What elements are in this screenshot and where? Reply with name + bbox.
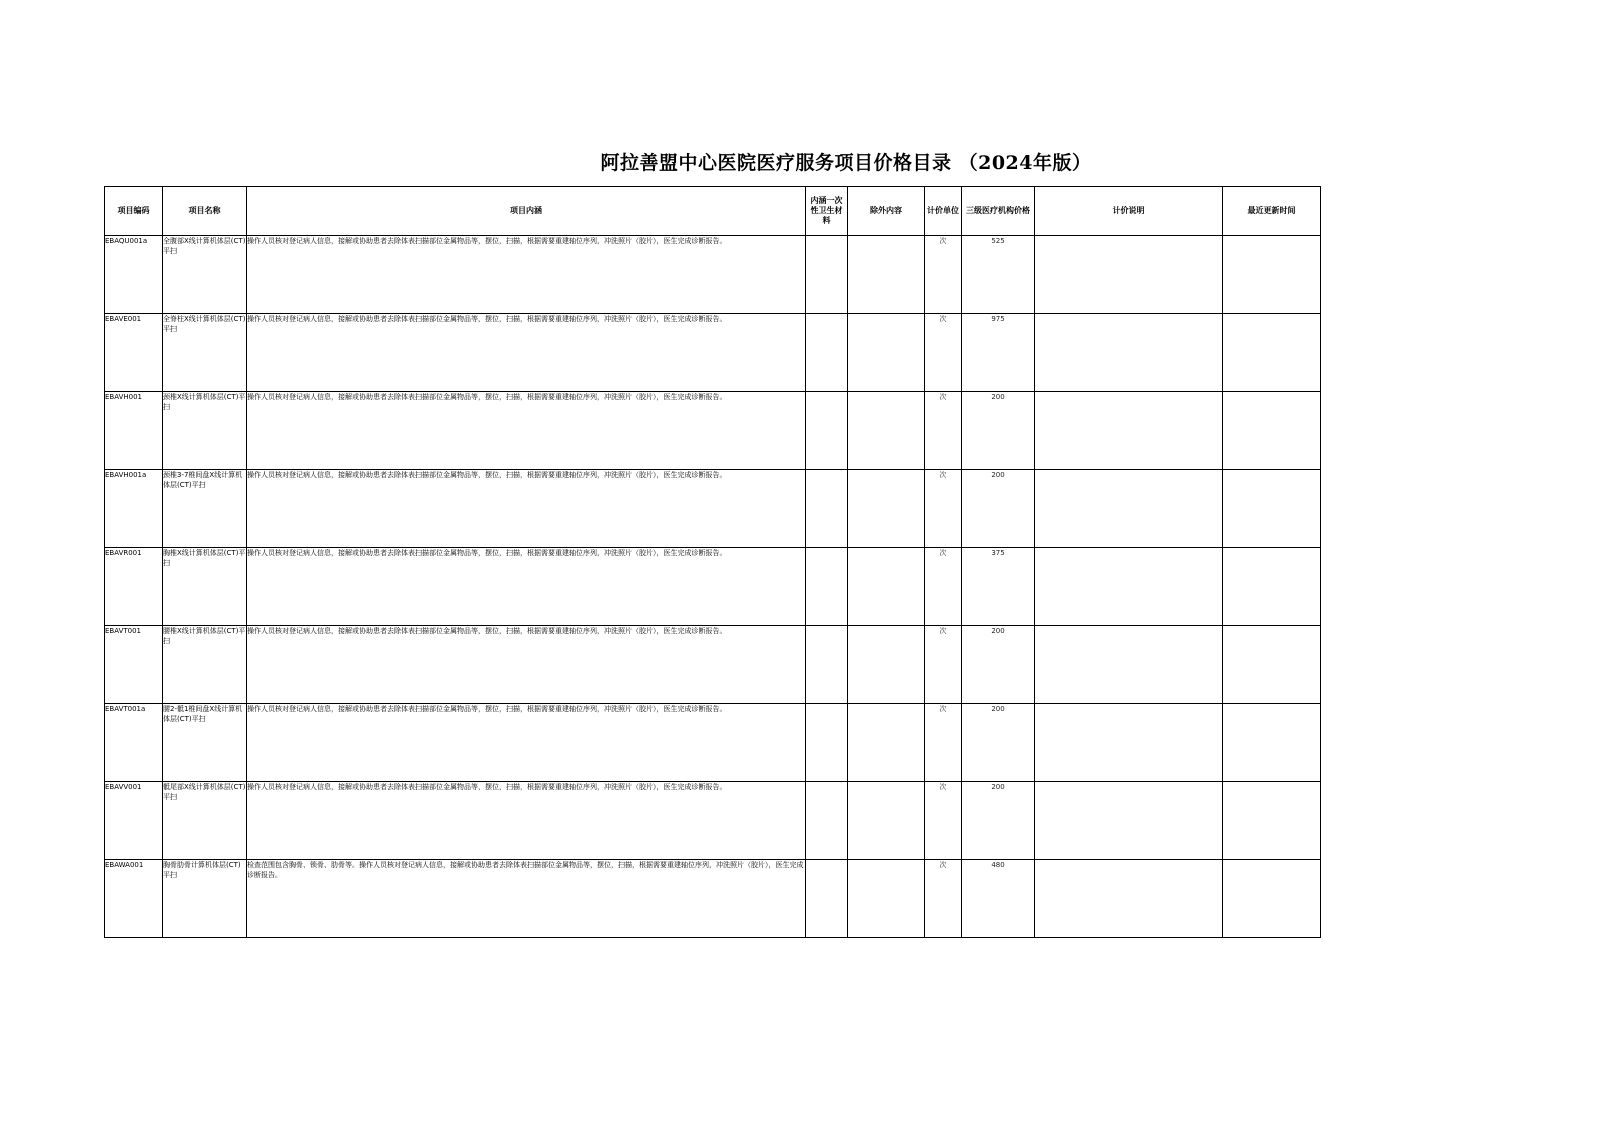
cell-excluded <box>848 392 925 470</box>
cell-unit: 次 <box>925 470 962 548</box>
cell-updated <box>1223 392 1321 470</box>
table-body <box>105 236 1321 938</box>
cell-note <box>1035 470 1223 548</box>
cell-name: 腰椎X线计算机体层(CT)平扫 <box>163 626 247 704</box>
cell-code: EBAVT001a <box>105 704 163 782</box>
cell-excluded <box>848 704 925 782</box>
cell-price: 200 <box>962 392 1035 470</box>
cell-name: 颈椎3-7椎间盘X线计算机体层(CT)平扫 <box>163 470 247 548</box>
cell-excluded <box>848 860 925 938</box>
cell-content: 操作人员核对登记病人信息，接解或协助患者去除体表扫描部位金属物品等，摆位，扫描，根据需要重建轴位序列，冲洗照片（胶片），医生完成诊断报告。 <box>247 236 806 314</box>
cell-updated <box>1223 782 1321 860</box>
cell-note <box>1035 392 1223 470</box>
cell-disposable <box>806 470 848 548</box>
cell-disposable <box>806 314 848 392</box>
cell-price: 975 <box>962 314 1035 392</box>
cell-unit: 次 <box>925 236 962 314</box>
table-row <box>105 704 1321 782</box>
cell-excluded <box>848 236 925 314</box>
header-price: 三级医疗机构价格 <box>962 187 1035 236</box>
cell-note <box>1035 704 1223 782</box>
cell-excluded <box>848 782 925 860</box>
cell-content: 操作人员核对登记病人信息，接解或协助患者去除体表扫描部位金属物品等，摆位，扫描，根据需要重建轴位序列，冲洗照片（胶片），医生完成诊断报告。 <box>247 704 806 782</box>
cell-name: 颈椎X线计算机体层(CT)平扫 <box>163 392 247 470</box>
cell-code: EBAVV001 <box>105 782 163 860</box>
cell-price: 200 <box>962 626 1035 704</box>
cell-excluded <box>848 626 925 704</box>
cell-content: 操作人员核对登记病人信息，接解或协助患者去除体表扫描部位金属物品等，摆位，扫描，根据需要重建轴位序列，冲洗照片（胶片），医生完成诊断报告。 <box>247 548 806 626</box>
cell-updated <box>1223 626 1321 704</box>
cell-note <box>1035 236 1223 314</box>
cell-name: 胸椎X线计算机体层(CT)平扫 <box>163 548 247 626</box>
table-row <box>105 782 1321 860</box>
cell-price: 525 <box>962 236 1035 314</box>
header-unit: 计价单位 <box>925 187 962 236</box>
header-row <box>105 187 1321 236</box>
header-content: 项目内涵 <box>247 187 806 236</box>
cell-updated <box>1223 470 1321 548</box>
cell-price: 480 <box>962 860 1035 938</box>
cell-unit: 次 <box>925 626 962 704</box>
cell-content: 操作人员核对登记病人信息，接解或协助患者去除体表扫描部位金属物品等，摆位，扫描，根据需要重建轴位序列，冲洗照片（胶片），医生完成诊断报告。 <box>247 782 806 860</box>
cell-disposable <box>806 626 848 704</box>
price-table <box>104 186 1321 938</box>
table-row <box>105 392 1321 470</box>
table-row <box>105 470 1321 548</box>
table-row <box>105 860 1321 938</box>
cell-note <box>1035 314 1223 392</box>
table-row <box>105 236 1321 314</box>
cell-updated <box>1223 236 1321 314</box>
header-excluded: 除外内容 <box>848 187 925 236</box>
cell-disposable <box>806 860 848 938</box>
cell-disposable <box>806 704 848 782</box>
cell-content: 操作人员核对登记病人信息，接解或协助患者去除体表扫描部位金属物品等，摆位，扫描，根据需要重建轴位序列，冲洗照片（胶片），医生完成诊断报告。 <box>247 314 806 392</box>
cell-price: 200 <box>962 704 1035 782</box>
cell-disposable <box>806 236 848 314</box>
cell-name: 骶尾部X线计算机体层(CT)平扫 <box>163 782 247 860</box>
cell-unit: 次 <box>925 860 962 938</box>
cell-code: EBAVT001 <box>105 626 163 704</box>
cell-code: EBAWA001 <box>105 860 163 938</box>
table-row <box>105 314 1321 392</box>
cell-content: 操作人员核对登记病人信息，接解或协助患者去除体表扫描部位金属物品等，摆位，扫描，根据需要重建轴位序列，冲洗照片（胶片），医生完成诊断报告。 <box>247 392 806 470</box>
cell-updated <box>1223 548 1321 626</box>
table-row <box>105 548 1321 626</box>
cell-updated <box>1223 860 1321 938</box>
cell-excluded <box>848 470 925 548</box>
cell-unit: 次 <box>925 392 962 470</box>
cell-excluded <box>848 548 925 626</box>
cell-updated <box>1223 314 1321 392</box>
table-row <box>105 626 1321 704</box>
header-note: 计价说明 <box>1035 187 1223 236</box>
cell-price: 200 <box>962 470 1035 548</box>
header-name: 项目名称 <box>163 187 247 236</box>
cell-disposable <box>806 392 848 470</box>
cell-name: 胸骨肋骨计算机体层(CT)平扫 <box>163 860 247 938</box>
cell-code: EBAVE001 <box>105 314 163 392</box>
cell-name: 腰2-骶1椎间盘X线计算机体层(CT)平扫 <box>163 704 247 782</box>
cell-name: 全脊柱X线计算机体层(CT)平扫 <box>163 314 247 392</box>
cell-unit: 次 <box>925 314 962 392</box>
cell-content: 检查范围包含胸骨、锁骨、肋骨等。操作人员核对登记病人信息，接解或协助患者去除体表扫描部位金属物品等，摆位，扫描，根据需要重建轴位序列，冲洗照片（胶片），医生完成诊断报告。 <box>247 860 806 938</box>
cell-content: 操作人员核对登记病人信息，接解或协助患者去除体表扫描部位金属物品等，摆位，扫描，根据需要重建轴位序列，冲洗照片（胶片），医生完成诊断报告。 <box>247 626 806 704</box>
cell-name: 全腹部X线计算机体层(CT)平扫 <box>163 236 247 314</box>
cell-disposable <box>806 782 848 860</box>
cell-code: EBAVH001 <box>105 392 163 470</box>
header-disposable: 内涵一次性卫生材料 <box>806 187 848 236</box>
cell-price: 375 <box>962 548 1035 626</box>
header-updated: 最近更新时间 <box>1223 187 1321 236</box>
cell-note <box>1035 548 1223 626</box>
cell-unit: 次 <box>925 548 962 626</box>
cell-note <box>1035 626 1223 704</box>
cell-price: 200 <box>962 782 1035 860</box>
header-code: 项目编码 <box>105 187 163 236</box>
cell-note <box>1035 860 1223 938</box>
document-title: 阿拉善盟中心医院医疗服务项目价格目录 （2024年版） <box>600 152 1092 174</box>
cell-content: 操作人员核对登记病人信息，接解或协助患者去除体表扫描部位金属物品等，摆位，扫描，根据需要重建轴位序列，冲洗照片（胶片），医生完成诊断报告。 <box>247 470 806 548</box>
cell-note <box>1035 782 1223 860</box>
cell-code: EBAVH001a <box>105 470 163 548</box>
cell-updated <box>1223 704 1321 782</box>
cell-code: EBAQU001a <box>105 236 163 314</box>
cell-excluded <box>848 314 925 392</box>
cell-code: EBAVR001 <box>105 548 163 626</box>
cell-disposable <box>806 548 848 626</box>
cell-unit: 次 <box>925 782 962 860</box>
cell-unit: 次 <box>925 704 962 782</box>
